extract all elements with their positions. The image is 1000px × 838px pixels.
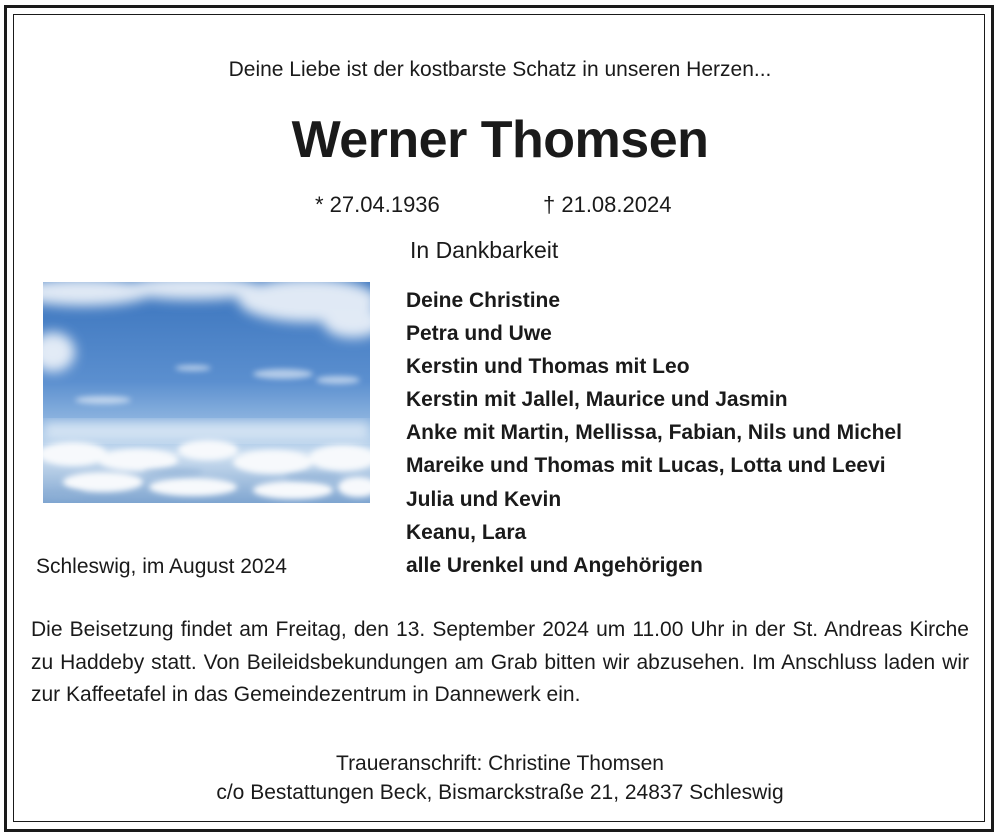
- sky-clouds-image: [43, 282, 370, 503]
- motto: Deine Liebe ist der kostbarste Schatz in unseren Herzen...: [228, 58, 772, 81]
- mourning-address-street: c/o Bestattungen Beck, Bismarckstraße 21, 24837 Schleswig: [216, 781, 784, 804]
- birth-date: * 27.04.1936: [315, 192, 440, 217]
- mourner-line: Anke mit Martin, Mellissa, Fabian, Nils und Michel: [406, 421, 902, 445]
- mourner-line: Deine Christine: [406, 289, 561, 312]
- death-date: † 21.08.2024: [543, 192, 672, 217]
- mourner-line: Mareike und Thomas mit Lucas, Lotta und Leevi: [406, 454, 886, 478]
- mourner-line: Petra und Uwe: [406, 322, 552, 346]
- mourner-line: Kerstin mit Jallel, Maurice und Jasmin: [406, 388, 788, 412]
- thanks-heading: In Dankbarkeit: [410, 237, 559, 263]
- mourner-line: Kerstin und Thomas mit Leo: [406, 355, 690, 379]
- mourner-line: Julia und Kevin: [406, 487, 562, 511]
- mourning-address-name: Traueranschrift: Christine Thomsen: [336, 752, 664, 775]
- mourner-line: Keanu, Lara: [406, 520, 527, 544]
- place-date: Schleswig, im August 2024: [36, 555, 287, 578]
- deceased-name: Werner Thomsen: [291, 111, 709, 169]
- service-announcement: Die Beisetzung findet am Freitag, den 13. September 2024 um 11.00 Uhr in der St. Andreas Kirche zu Haddeby statt. Von Beileidsbekundungen am Grab bitten wir abzusehen. Im Anschluss laden wir zur Kaffeetafel in das Gemeindezentrum in Dannewerk ein.: [31, 618, 969, 706]
- mourners-list: [406, 284, 902, 582]
- mourner-line: alle Urenkel und Angehörigen: [406, 553, 703, 577]
